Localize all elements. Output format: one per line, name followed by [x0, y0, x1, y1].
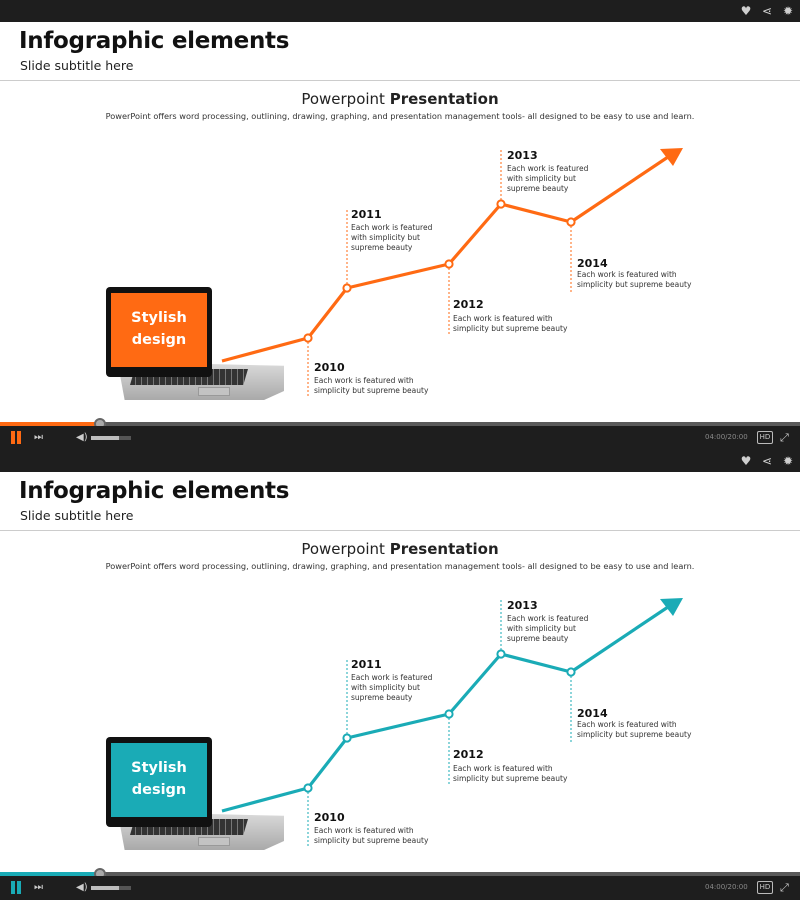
slide-player-2 — [0, 450, 800, 900]
heading-light: Powerpoint — [301, 90, 385, 108]
hd-button[interactable]: HD — [757, 881, 773, 894]
player-control-bar — [0, 426, 800, 450]
heading-light: Powerpoint — [301, 540, 385, 558]
milestone-year: 2014 — [577, 257, 608, 270]
milestone-year: 2012 — [453, 748, 484, 761]
milestone-year: 2011 — [351, 658, 382, 671]
slide-subtitle: Slide subtitle here — [20, 58, 134, 73]
milestone-marker — [445, 710, 452, 717]
milestone-year: 2013 — [507, 149, 538, 162]
laptop-screen — [111, 743, 207, 817]
laptop-illustration — [104, 737, 286, 852]
milestone-marker — [304, 334, 311, 341]
slide-subtitle: Slide subtitle here — [20, 508, 134, 523]
player-control-bar — [0, 876, 800, 900]
fullscreen-icon[interactable]: ⤢ — [780, 431, 789, 444]
pause-button[interactable] — [11, 431, 23, 444]
share-icon[interactable]: ⋖ — [761, 4, 773, 18]
milestone-text: Each work is featured with simplicity but supreme beauty — [351, 223, 433, 252]
heart-icon[interactable]: ♥ — [740, 454, 752, 468]
milestone-text: Each work is featured with simplicity but supreme beauty — [507, 164, 589, 193]
arrow-head — [660, 148, 683, 166]
milestone-text: Each work is featured with simplicity but supreme beauty — [453, 314, 568, 333]
milestone-marker — [497, 650, 504, 657]
milestone-text: Each work is featured with simplicity but supreme beauty — [314, 826, 429, 845]
milestone-marker — [343, 734, 350, 741]
milestone-text: Each work is featured with simplicity but supreme beauty — [507, 614, 589, 643]
heading-bold: Presentation — [389, 540, 499, 558]
share-icon[interactable]: ⋖ — [761, 454, 773, 468]
presentation-description: PowerPoint offers word processing, outlining, drawing, graphing, and presentation management tools- all designed to be easy to use and learn. — [105, 561, 695, 571]
milestone-year: 2010 — [314, 361, 345, 374]
laptop-screen — [111, 293, 207, 367]
milestone-marker — [497, 200, 504, 207]
volume-slider[interactable] — [91, 886, 131, 890]
milestone-marker — [567, 218, 574, 225]
milestone-marker — [304, 784, 311, 791]
slide-title: Infographic elements — [19, 28, 290, 54]
laptop-lid — [106, 737, 212, 827]
slide-title: Infographic elements — [19, 478, 290, 504]
laptop-screen-text — [111, 757, 207, 801]
milestone-marker — [567, 668, 574, 675]
milestone-marker — [343, 284, 350, 291]
laptop-line-1: Stylish — [131, 760, 187, 776]
heading-bold: Presentation — [389, 90, 499, 108]
gear-icon[interactable]: ✹ — [782, 454, 794, 468]
skip-forward-icon[interactable]: ⏭ — [34, 882, 43, 893]
time-display: 04:00/20:00 — [705, 883, 748, 891]
fullscreen-icon[interactable]: ⤢ — [780, 881, 789, 894]
milestone-text: Each work is featured with simplicity but supreme beauty — [314, 376, 429, 395]
volume-level — [91, 886, 119, 890]
milestone-text: Each work is featured with simplicity but supreme beauty — [577, 720, 692, 739]
milestone-marker — [445, 260, 452, 267]
laptop-illustration — [104, 287, 286, 402]
heart-icon[interactable]: ♥ — [740, 4, 752, 18]
laptop-trackpad — [198, 387, 230, 396]
presentation-description: PowerPoint offers word processing, outlining, drawing, graphing, and presentation management tools- all designed to be easy to use and learn. — [105, 111, 695, 121]
milestone-year: 2013 — [507, 599, 538, 612]
hd-button[interactable]: HD — [757, 431, 773, 444]
gear-icon[interactable]: ✹ — [782, 4, 794, 18]
milestone-year: 2012 — [453, 298, 484, 311]
milestone-text: Each work is featured with simplicity but supreme beauty — [577, 270, 692, 289]
milestone-text: Each work is featured with simplicity but supreme beauty — [351, 673, 433, 702]
laptop-line-1: Stylish — [131, 310, 187, 326]
volume-slider[interactable] — [91, 436, 131, 440]
volume-level — [91, 436, 119, 440]
milestone-year: 2010 — [314, 811, 345, 824]
laptop-trackpad — [198, 837, 230, 846]
laptop-line-2: design — [131, 332, 187, 348]
laptop-line-2: design — [131, 782, 187, 798]
arrow-head — [660, 598, 683, 616]
time-display: 04:00/20:00 — [705, 433, 748, 441]
volume-icon[interactable]: ◀) — [76, 432, 88, 443]
milestone-year: 2011 — [351, 208, 382, 221]
laptop-lid — [106, 287, 212, 377]
skip-forward-icon[interactable]: ⏭ — [34, 432, 43, 443]
laptop-screen-text — [111, 307, 207, 351]
milestone-text: Each work is featured with simplicity but supreme beauty — [453, 764, 568, 783]
pause-button[interactable] — [11, 881, 23, 894]
milestone-year: 2014 — [577, 707, 608, 720]
volume-icon[interactable]: ◀) — [76, 882, 88, 893]
